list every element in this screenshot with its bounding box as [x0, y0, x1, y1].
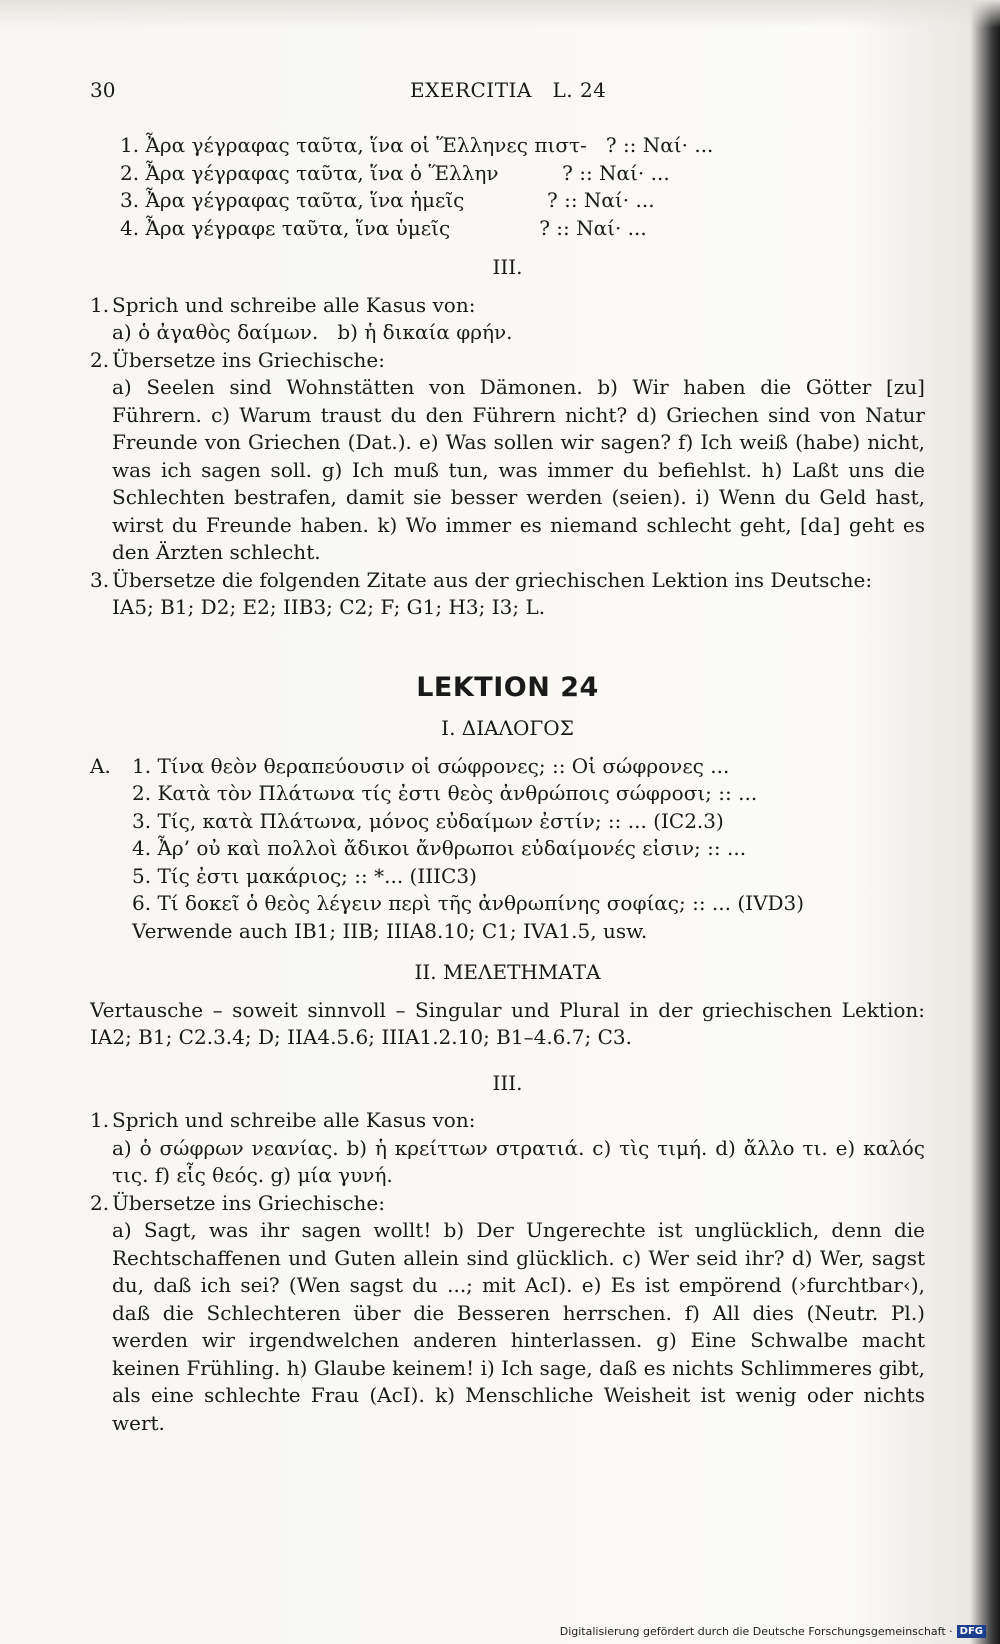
- dialogos-line: 6. Τί δοκεῖ ὁ θεὸς λέγειν περὶ τῆς ἀνθρωπίνης σοφίας; :: ... (IVD3): [132, 891, 805, 915]
- dialogos-line: 3. Τίς, κατὰ Πλάτωνα, μόνος εὐδαίμων ἐστίν; :: ... (IC2.3): [132, 808, 724, 833]
- lesson-title: LEKTION 24: [416, 671, 599, 703]
- dialogos-heading: I. ΔΙΑΛΟΓΟΣ: [441, 716, 574, 740]
- task-number: 3.: [90, 567, 110, 592]
- running-title: EXERCITIA L. 24: [410, 78, 607, 102]
- dialogos-label: A.: [90, 753, 111, 778]
- task-content: IA5; B1; D2; E2; IIB3; C2; F; G1; H3; I3; L.: [112, 595, 546, 619]
- task-item: [90, 1107, 925, 1135]
- exercise-line: 4. Ἆρα γέγραφε ταῦτα, ἵνα ὑμεῖς ? :: Ναί· ...: [120, 215, 647, 240]
- exercise-line: 2. Ἆρα γέγραφας ταῦτα, ἵνα ὁ Ἕλλην ? :: Ναί· ...: [120, 160, 670, 185]
- task-item: [90, 567, 925, 595]
- task-content: a) ὁ ἀγαθὸς δαίμων. b) ἡ δικαία φρήν.: [112, 320, 513, 344]
- dialogos-note: Verwende auch IB1; IIB; IIIA8.10; C1; IVA1.5, usw.: [132, 918, 648, 943]
- task-content: a) ὁ σώφρων νεανίας. b) ἡ κρείττων στρατιά. c) τὶς τιμή. d) ἄλλο τι. e) καλός τις. f) εἷς θεός. g) μία γυνή.: [112, 1135, 925, 1187]
- task-item: [90, 292, 925, 320]
- exercise-line: 3. Ἆρα γέγραφας ταῦτα, ἵνα ἡμεῖς ? :: Ναί· ...: [120, 188, 655, 212]
- dialogos-line: 4. Ἆρ’ οὐ καὶ πολλοὶ ἄδικοι ἄνθρωποι εὐδαίμονές εἰσιν; :: ...: [132, 836, 747, 860]
- footer-text: Digitalisierung gefördert durch die Deutsche Forschungsgemeinschaft ·: [559, 1625, 953, 1638]
- dialogos-line: 2. Κατὰ τὸν Πλάτωνα τίς ἐστι θεὸς ἀνθρώποις σώφροσι; :: ...: [132, 781, 758, 805]
- running-header: [90, 78, 910, 108]
- task-number: 1.: [90, 292, 110, 317]
- dialogos-line: 5. Τίς ἐστι μακάριος; :: *... (IIIC3): [132, 863, 477, 888]
- task-number: 2.: [90, 1190, 110, 1215]
- exercise-line: 1. Ἆρα γέγραφας ταῦτα, ἵνα οἱ Ἕλληνες πιστ- ? :: Ναί· ...: [120, 133, 714, 157]
- task-instruction: Sprich und schreibe alle Kasus von:: [112, 292, 476, 317]
- page-content: [90, 132, 925, 1437]
- task-instruction: Übersetze die folgenden Zitate aus der griechischen Lektion ins Deutsche:: [112, 567, 873, 592]
- task-item: [90, 347, 925, 375]
- dfg-logo: DFG: [957, 1625, 986, 1638]
- dialogos-line: 1. Τίνα θεὸν θεραπεύουσιν οἱ σώφρονες; :: Οἱ σώφρονες ...: [132, 753, 730, 778]
- meletemata-text: Vertausche – soweit sinnvoll – Singular und Plural in der griechischen Lektion: IA2; B1; C2.3.4; D; IIA4.5.6; IIIA1.2.10; B1–4.6.7; C3.: [90, 997, 925, 1049]
- task-content: a) Seelen sind Wohnstätten von Dämonen. b) Wir haben die Götter [zu] Führern. c) Warum traust du den Führern nicht? d) Griechen sind von Natur Freunde von Griechen (Dat.). e) Was sollen wir sagen? f) Ich weiß (habe) nicht, was ich sagen soll. g) Ich muß tun, was immer du befiehlst. h) Laßt uns die Schlechten bestrafen, damit sie besser werden (seien). i) Wenn du Geld hast, wirst du Freunde haben. k) Wo immer es niemand schlecht geht, [da] geht es den Ärzten schlecht.: [112, 375, 925, 564]
- section-heading-iii: III.: [492, 255, 523, 279]
- meletemata-heading: II. ΜΕΛΕΤΗΜΑΤΑ: [414, 960, 601, 984]
- task-content: a) Sagt, was ihr sagen wollt! b) Der Ungerechte ist unglücklich, denn die Rechtschaffenen und Guten allein sind glücklich. c) Wer seid ihr? d) Wer, sagst du, daß ich sei? (Wen sagst du ...; mit AcI). e) Es ist empörend (›furchtbar‹), daß die Schlechteren über die Besseren herrschen. f) All dies (Neutr. Pl.) werden wir irgendwelchen anderen hinterlassen. g) Eine Schwalbe macht keinen Frühling. h) Glaube keinem! i) Ich sage, daß es nichts Schlimmeres gibt, als eine schlechte Frau (AcI). k) Menschliche Weisheit ist wenig oder nichts wert.: [112, 1218, 925, 1435]
- task-number: 1.: [90, 1108, 110, 1132]
- digitization-footer: [560, 1625, 986, 1638]
- task-instruction: Sprich und schreibe alle Kasus von:: [112, 1108, 476, 1132]
- dialogos-block: [90, 753, 925, 946]
- task-item: [90, 1190, 925, 1218]
- exercise-list: [90, 132, 925, 242]
- task-instruction: Übersetze ins Griechische:: [112, 1190, 385, 1215]
- page-number: 30: [90, 78, 116, 102]
- task-instruction: Übersetze ins Griechische:: [112, 347, 385, 372]
- task-number: 2.: [90, 347, 110, 372]
- section-heading-iii: III.: [492, 1070, 523, 1095]
